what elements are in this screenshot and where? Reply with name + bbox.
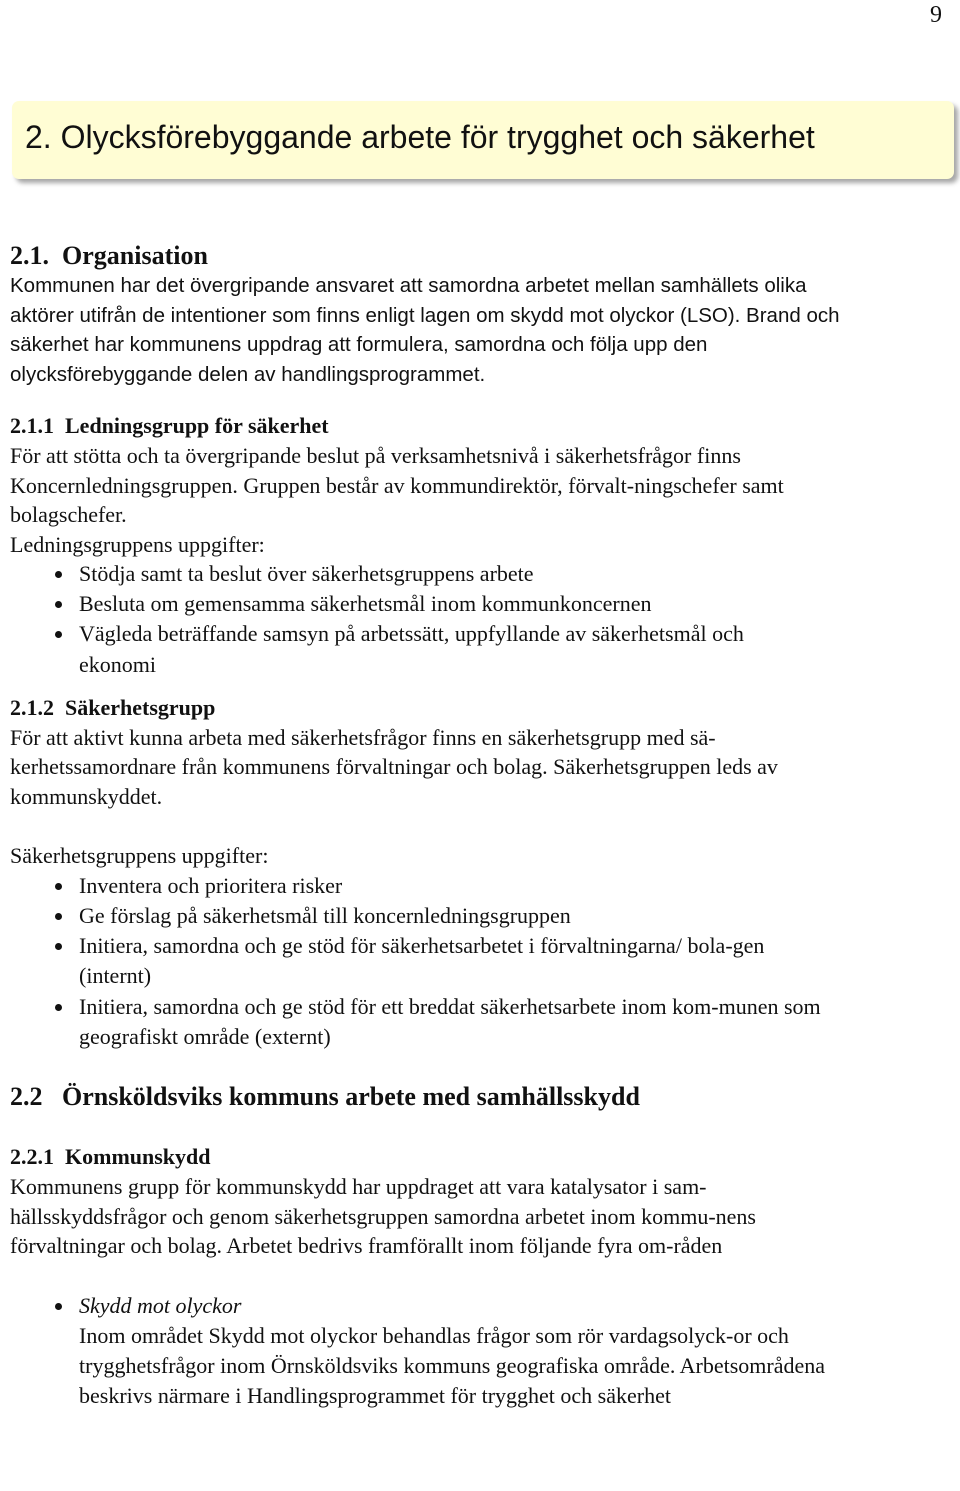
sakerhetsgrupp-task-list [10,871,850,1052]
bullet-icon [55,1303,62,1310]
organisation-paragraph: Kommunen har det övergripande ansvaret att samordna arbetet mellan samhällets olika aktörer utifrån de intentioner som finns enligt lagen om skydd mot olyckor (LSO). Brand och säkerhet har kommunens uppdrag att formulera, samordna och följa upp den olycksförebyggande delen av handlingsprogrammet. [10,274,840,386]
kommunskydd-paragraph: Kommunens grupp för kommunskydd har uppdraget att vara katalysator i sam-hällsskyddsfrågor och genom säkerhetsgruppen samordna arbetet inom kommu-nens förvaltningar och bolag. Arbetet bedrivs framförallt inom följande fyra om-råden [10,1174,756,1259]
list-item [10,1291,854,1412]
page-number: 9 [930,2,942,28]
list-item [10,901,850,931]
list-item-text: Stödja samt ta beslut över säkerhetsgruppens arbete [79,561,534,586]
section-ledningsgrupp [10,411,850,680]
document-body [10,241,850,1411]
bullet-icon [55,1004,62,1011]
chapter-title: 2. Olycksförebyggande arbete för trygghet och säkerhet [25,119,815,155]
list-item [10,619,779,679]
list-item-text: Ge förslag på säkerhetsmål till koncernledningsgruppen [79,903,571,929]
section-organisation [10,241,850,389]
list-item-text: Initiera, samordna och ge stöd för ett breddat säkerhetsarbete inom kom-munen som geografiskt område (externt) [79,993,821,1049]
section-kommunskydd [10,1142,850,1411]
ledningsgrupp-tasks-label: Ledningsgruppens uppgifter: [10,531,265,557]
list-item [10,589,850,619]
bullet-icon [55,883,62,890]
bullet-icon [55,571,62,578]
section-heading-kommunskydd: 2.2.1 Kommunskydd [10,1144,211,1170]
list-item-text: Vägleda beträffande samsyn på arbetssätt, uppfyllande av säkerhetsmål och ekonomi [79,621,744,677]
section-heading-ledningsgrupp: 2.1.1 Ledningsgrupp för säkerhet [10,413,329,438]
chapter-banner [12,101,954,179]
list-item-text: Besluta om gemensamma säkerhetsmål inom kommunkoncernen [79,591,652,617]
area-text: Inom området Skydd mot olyckor behandlas frågor som rör vardagsolyck-or och trygghetsfrågor inom Örnsköldsviks kommuns geografiska område. Arbetsområdena beskrivs närmare i Handlingsprogrammet för trygghet och säkerhet [79,1322,826,1409]
sakerhetsgrupp-tasks-label: Säkerhetsgruppens uppgifter: [10,843,269,869]
list-item [10,559,850,589]
section-sakerhetsgrupp [10,693,850,1052]
list-item [10,992,839,1052]
bullet-icon [55,631,62,638]
section-heading-sakerhetsgrupp: 2.1.2 Säkerhetsgrupp [10,694,216,720]
list-item [10,871,850,901]
ledningsgrupp-task-list [10,559,850,680]
bullet-icon [55,943,62,950]
section-heading-organisation: 2.1. Organisation [10,241,208,270]
kommunskydd-area-list [10,1291,850,1412]
list-item-text: Initiera, samordna och ge stöd för säkerhetsarbetet i förvaltningarna/ bola-gen (internt) [79,933,765,989]
sakerhetsgrupp-paragraph: För att aktivt kunna arbeta med säkerhetsfrågor finns en säkerhetsgrupp med sä-kerhetssamordnare från kommunens förvaltningar och bolag. Säkerhetsgruppen leds av kommunskyddet. [10,724,778,809]
list-item-text: Inventera och prioritera risker [79,872,343,898]
section-heading-samhallsskydd: 2.2 Örnsköldsviks kommuns arbete med samhällsskydd [10,1082,640,1112]
bullet-icon [55,913,62,920]
ledningsgrupp-paragraph: För att stötta och ta övergripande beslut på verksamhetsnivå i säkerhetsfrågor finns Koncernledningsgruppen. Gruppen består av kommundirektör, förvalt-ningschefer samt bolagschefer. [10,443,784,527]
list-item [10,931,839,991]
area-title: Skydd mot olyckor [79,1292,242,1318]
bullet-icon [55,601,62,608]
section-samhallsskydd [10,1082,850,1112]
